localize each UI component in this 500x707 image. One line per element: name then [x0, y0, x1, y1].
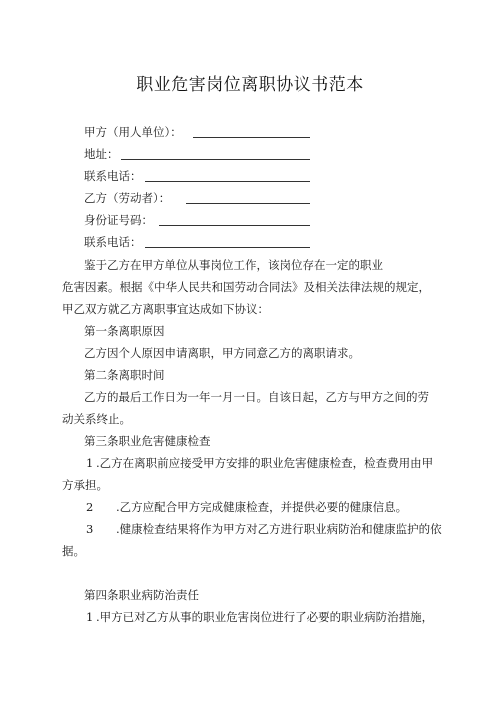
article-4-item-1-text: .甲方已对乙方从事的职业危害岗位进行了必要的职业病防治措施， [96, 610, 434, 624]
id-number-field [84, 212, 153, 228]
article-2-line-2: 动关系终止。 [62, 412, 131, 426]
article-3-heading: 第三条职业危害健康检查 [84, 434, 211, 448]
party-a-phone-blank[interactable] [145, 181, 310, 182]
id-number-label: 身份证号码： [84, 213, 153, 227]
party-b-phone-label: 联系电话： [84, 235, 142, 249]
party-b-phone-field [84, 234, 142, 250]
party-b-field [84, 190, 170, 206]
article-1-text: 乙方因个人原因申请离职，甲方同意乙方的离职请求。 [84, 346, 360, 360]
intro-line-1: 鉴于乙方在甲方单位从事岗位工作，该岗位存在一定的职业 [84, 258, 383, 272]
article-3-item-3-number: 3 [86, 522, 94, 536]
article-2-line-1: 乙方的最后工作日为一年一月一日。自该日起，乙方与甲方之间的劳 [84, 390, 429, 404]
party-b-phone-blank[interactable] [145, 247, 310, 248]
party-a-label: 甲方（用人单位）： [84, 125, 182, 139]
article-3-item-1-line-2: 方承担。 [62, 478, 108, 492]
party-a-blank[interactable] [193, 137, 310, 138]
article-3-item-2-number: 2 [86, 500, 94, 514]
article-1-heading: 第一条离职原因 [84, 324, 165, 338]
id-number-blank[interactable] [159, 225, 310, 226]
intro-line-2: 危害因素。根据《中华人民共和国劳动合同法》及相关法律法规的规定， [62, 280, 430, 294]
party-b-label: 乙方（劳动者）： [84, 191, 171, 205]
intro-line-3: 甲乙双方就乙方离职事宜达成如下协议： [62, 302, 269, 316]
article-3-item-1-number: 1 [86, 456, 94, 470]
article-4-heading: 第四条职业病防治责任 [84, 588, 199, 602]
address-blank[interactable] [121, 159, 310, 160]
party-a-phone-field [84, 168, 142, 184]
address-label: 地址： [84, 147, 119, 161]
article-3-item-2-text: .乙方应配合甲方完成健康检查，并提供必要的健康信息。 [116, 500, 408, 514]
article-4-item-1-number: 1 [86, 610, 94, 624]
article-3-item-3-line-2: 据。 [62, 544, 85, 558]
article-3-item-3-line-1: .健康检查结果将作为甲方对乙方进行职业病防治和健康监护的依 [116, 522, 442, 536]
article-3-item-1-line-1: .乙方在离职前应接受甲方安排的职业危害健康检查，检查费用由甲 [96, 456, 434, 470]
address-field [84, 146, 119, 162]
party-b-blank[interactable] [186, 203, 310, 204]
article-2-heading: 第二条离职时间 [84, 368, 165, 382]
document-title: 职业危害岗位离职协议书范本 [136, 75, 364, 95]
party-a-phone-label: 联系电话： [84, 169, 142, 183]
party-a-field [84, 124, 182, 140]
